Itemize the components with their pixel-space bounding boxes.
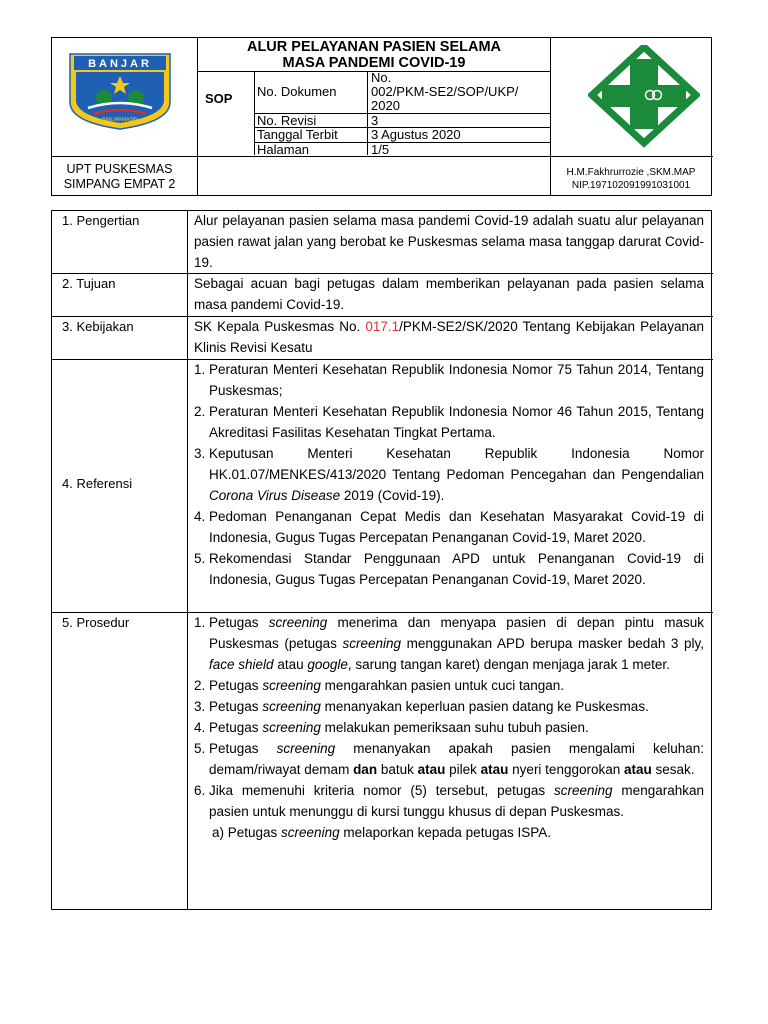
list-number: 5. xyxy=(194,741,210,756)
tujuan-paragraph: Sebagai acuan bagi petugas dalam memberikan pelayanan pada pasien selama masa pandemi Covid-19. xyxy=(194,276,704,312)
kebijakan-paragraph xyxy=(194,316,704,358)
step-text: menggunakan APD berupa masker bedah 3 ply, xyxy=(401,636,705,651)
kebijakan-number: 017.1 xyxy=(365,319,400,334)
list-number: 2. xyxy=(194,678,210,693)
list-item xyxy=(194,717,704,738)
list-item xyxy=(194,738,704,780)
step-text: Petugas xyxy=(209,720,263,735)
step-text: atau xyxy=(273,657,308,672)
step-text: melakukan pemeriksaan suhu tubuh pasien. xyxy=(320,720,589,735)
list-text xyxy=(209,717,704,738)
ref-text-part: 2019 (Covid-19). xyxy=(340,488,445,503)
list-number: 6. xyxy=(194,783,210,798)
list-number: 3. xyxy=(194,699,210,714)
document-title xyxy=(202,39,546,71)
kebijakan-suffix: /PKM-SE2/SK/2020 Tentang Kebijakan Pelayanan Klinis Revisi Kesatu xyxy=(194,319,704,355)
puskesmas-logo xyxy=(588,45,700,151)
list-item xyxy=(194,401,704,443)
step-text: , sarung tangan karet) dengan menjaga jarak 1 meter. xyxy=(347,657,670,672)
banjar-emblem-logo xyxy=(66,52,174,130)
step-text: batuk xyxy=(377,762,418,777)
step-text: Petugas xyxy=(209,615,269,630)
signer-info xyxy=(550,166,712,192)
kebijakan-prefix: SK Kepala Puskesmas No. xyxy=(194,319,366,334)
revision-label: No. Revisi xyxy=(257,113,317,128)
list-text xyxy=(209,612,704,675)
section-text-pengertian xyxy=(194,210,704,273)
sop-content-table xyxy=(51,210,712,910)
step-text: mengarahkan pasien untuk menunggu di kursi tunggu khusus di depan Puskesmas. xyxy=(209,783,704,819)
step-bold: atau xyxy=(417,762,446,777)
list-text xyxy=(209,696,704,717)
list-item xyxy=(194,612,704,675)
section-label-kebijakan: 3. Kebijakan xyxy=(62,319,134,334)
list-text xyxy=(209,675,704,696)
signer-nip: NIP.197102091991031001 xyxy=(571,180,691,191)
list-item xyxy=(194,696,704,717)
organization-name xyxy=(52,162,187,192)
section-list-referensi xyxy=(194,359,704,590)
revision-value: 3 xyxy=(371,113,379,128)
header-divider xyxy=(197,38,198,195)
svg-text:BANJAR: BANJAR xyxy=(88,58,152,70)
doc-number-line: 002/PKM-SE2/SOP/UKP/ xyxy=(371,84,519,99)
step-italic: screening xyxy=(276,741,336,756)
section-list-prosedur xyxy=(194,612,704,843)
list-number: 3. xyxy=(194,446,210,461)
step-text: menerima dan menyapa pasien di depan pintu masuk Puskesmas (petugas xyxy=(209,615,704,651)
step-italic: screening xyxy=(342,636,402,651)
doc-number-label: No. Dokumen xyxy=(257,84,337,99)
list-number: 2. xyxy=(194,404,210,419)
doc-number-line: 2020 xyxy=(371,98,400,113)
step-italic: screening xyxy=(262,699,321,714)
header-divider xyxy=(550,156,713,157)
signer-name: H.M.Fakhrurrozie ,SKM.MAP xyxy=(566,167,696,178)
list-item xyxy=(194,675,704,696)
document-header xyxy=(51,37,712,196)
step-italic: screening xyxy=(262,678,321,693)
list-number: 4. xyxy=(194,509,210,524)
list-item xyxy=(194,506,704,548)
title-line-2: MASA PANDEMI COVID-19 xyxy=(282,55,466,71)
organization-line: SIMPANG EMPAT 2 xyxy=(63,177,176,191)
step-text: menanyakan apakah pasien mengalami keluhan: demam/riwayat demam xyxy=(209,741,704,777)
step-text: Petugas xyxy=(209,699,263,714)
step-bold: atau xyxy=(624,762,652,777)
page-label: Halaman xyxy=(257,142,310,157)
step-bold: atau xyxy=(480,762,509,777)
step-text: mengarahkan pasien untuk cuci tangan. xyxy=(320,678,565,693)
step-text: pilek xyxy=(445,762,481,777)
ref-text-italic: Corona Virus Disease xyxy=(209,488,341,503)
list-text xyxy=(209,738,704,780)
list-number: 4. xyxy=(194,720,210,735)
section-label-referensi: 4. Referensi xyxy=(62,476,133,491)
list-number: 1. xyxy=(194,615,210,630)
doc-number-line: No. xyxy=(371,70,392,85)
step-italic: face shield xyxy=(209,657,274,672)
step-text: menanyakan keperluan pasien datang ke Puskesmas. xyxy=(320,699,649,714)
svg-text:BANJARMASIN: BANJARMASIN xyxy=(102,117,138,123)
step-text: nyeri tenggorokan xyxy=(508,762,624,777)
step-text: Petugas xyxy=(209,678,263,693)
list-text xyxy=(209,780,704,822)
list-number: 1. xyxy=(194,362,210,377)
section-text-kebijakan xyxy=(194,316,704,358)
header-divider xyxy=(52,156,197,157)
section-label-pengertian: 1. Pengertian xyxy=(62,213,140,228)
organization-line: UPT PUSKESMAS xyxy=(66,162,173,176)
doc-number-value xyxy=(371,71,518,113)
section-label-prosedur: 5. Prosedur xyxy=(62,615,130,630)
title-line-1: ALUR PELAYANAN PASIEN SELAMA xyxy=(246,39,502,55)
step-italic: screening xyxy=(262,720,321,735)
step-text: Jika memenuhi kriteria nomor (5) tersebut, petugas xyxy=(209,783,555,798)
issue-date-value: 3 Agustus 2020 xyxy=(371,127,461,142)
step-text: melaporkan kepada petugas ISPA. xyxy=(339,825,551,840)
step-bold: dan xyxy=(353,762,378,777)
list-item xyxy=(194,359,704,401)
list-item xyxy=(194,548,704,590)
list-item xyxy=(194,443,704,506)
issue-date-label: Tanggal Terbit xyxy=(257,127,338,142)
list-text: Rekomendasi Standar Penggunaan APD untuk Penanganan Covid-19 di Indonesia, Gugus Tugas Percepatan Penanganan Covid-19, Maret 2020. xyxy=(209,551,704,587)
sop-label: SOP xyxy=(205,91,233,106)
list-item xyxy=(194,780,704,822)
list-text: Peraturan Menteri Kesehatan Republik Indonesia Nomor 75 Tahun 2014, Tentang Puskesmas; xyxy=(209,362,704,398)
pengertian-paragraph: Alur pelayanan pasien selama masa pandemi Covid-19 adalah suatu alur pelayanan pasien rawat jalan yang berobat ke Puskesmas selama masa tanggap darurat Covid-19. xyxy=(194,213,704,270)
step-italic: screening xyxy=(554,783,613,798)
page-value: 1/5 xyxy=(371,142,390,157)
step-italic: screening xyxy=(268,615,328,630)
list-number: 5. xyxy=(194,551,210,566)
step-text: a) Petugas xyxy=(212,825,282,840)
sub-list-item xyxy=(194,822,704,843)
step-italic: google xyxy=(307,657,348,672)
step-text: Petugas xyxy=(209,741,277,756)
section-text-tujuan xyxy=(194,273,704,315)
list-text: Pedoman Penanganan Cepat Medis dan Kesehatan Masyarakat Covid-19 di Indonesia, Gugus Tugas Percepatan Penanganan Covid-19, Maret 2020. xyxy=(209,509,704,545)
step-text: sesak. xyxy=(651,762,695,777)
list-text: Peraturan Menteri Kesehatan Republik Indonesia Nomor 46 Tahun 2015, Tentang Akreditasi Fasilitas Kesehatan Tingkat Pertama. xyxy=(209,404,704,440)
ref-text-part: Keputusan Menteri Kesehatan Republik Indonesia Nomor HK.01.07/MENKES/413/2020 Tentang Pedoman Pencegahan dan Pengendalian xyxy=(209,446,704,482)
step-italic: screening xyxy=(281,825,340,840)
section-label-tujuan: 2. Tujuan xyxy=(62,276,116,291)
list-text xyxy=(209,443,704,506)
